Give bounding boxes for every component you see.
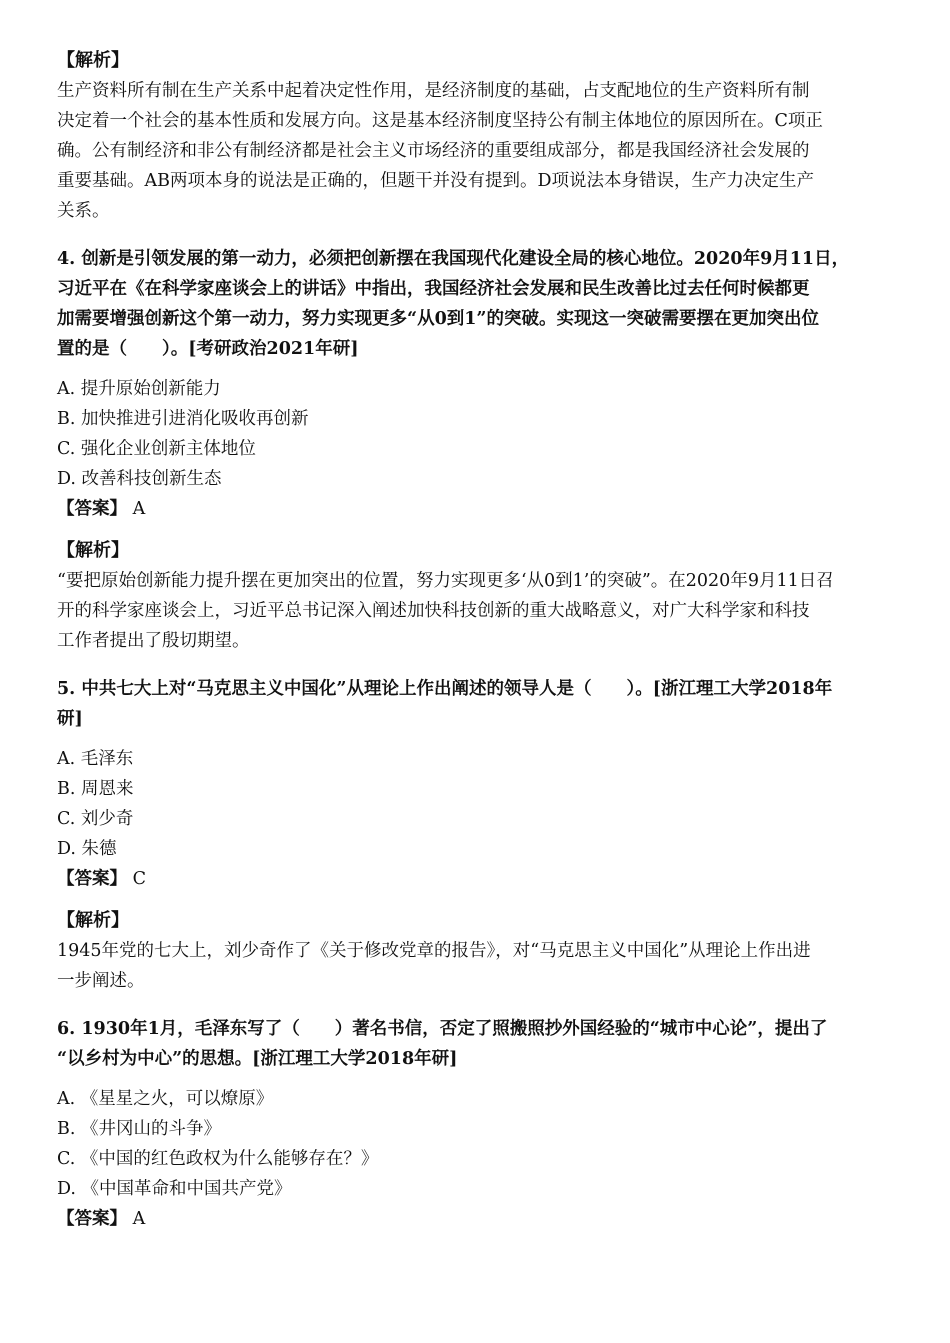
stem-line: 研] [57, 709, 83, 729]
analysis-line: “要把原始创新能力提升摆在更加突出的位置，努力实现更多‘从0到1’的突破”。在2020年9月11日召 [57, 571, 834, 591]
option-a: A. 提升原始创新能力 [57, 379, 221, 399]
answer-line [57, 1204, 893, 1234]
stem-line: 4. 创新是引领发展的第一动力，必须把创新摆在我国现代化建设全局的核心地位。2020年9月11日， [57, 249, 850, 269]
option-list [57, 744, 893, 864]
answer-label: 【答案】 [57, 499, 127, 519]
option-b: B. 周恩来 [57, 779, 134, 799]
analysis-label: 【解析】 [57, 540, 129, 561]
analysis-line: 决定着一个社会的基本性质和发展方向。这是基本经济制度坚持公有制主体地位的原因所在。C项正 [57, 111, 823, 131]
analysis-line: 开的科学家座谈会上，习近平总书记深入阐述加快科技创新的重大战略意义，对广大科学家和科技 [57, 601, 810, 621]
analysis-line: 1945年党的七大上，刘少奇作了《关于修改党章的报告》，对“马克思主义中国化”从理论上作出进 [57, 941, 811, 961]
stem-line: 6. 1930年1月，毛泽东写了（ ）著名书信，否定了照搬照抄外国经验的“城市中心论”，提出了 [57, 1019, 828, 1039]
option-d: D. 朱德 [57, 839, 117, 859]
analysis-line: 工作者提出了殷切期望。 [57, 631, 250, 651]
stem-line: 5. 中共七大上对“马克思主义中国化”从理论上作出阐述的领导人是（ ）。[浙江理工大学2018年 [57, 679, 833, 699]
answer-value: A [132, 499, 146, 519]
option-list [57, 1084, 893, 1204]
stem-line: “以乡村为中心”的思想。[浙江理工大学2018年研] [57, 1049, 458, 1069]
answer-line [57, 494, 893, 524]
analysis-text [57, 936, 893, 996]
analysis-line: 重要基础。AB两项本身的说法是正确的，但题干并没有提到。D项说法本身错误，生产力决定生产 [57, 171, 815, 191]
option-b: B. 《井冈山的斗争》 [57, 1119, 221, 1139]
analysis-text [57, 76, 893, 226]
question-stem [57, 1014, 893, 1074]
analysis-label: 【解析】 [57, 50, 129, 71]
analysis-line: 确。公有制经济和非公有制经济都是社会主义市场经济的重要组成部分，都是我国经济社会发展的 [57, 141, 810, 161]
stem-line: 加需要增强创新这个第一动力，努力实现更多“从0到1”的突破。实现这一突破需要摆在更加突出位 [57, 309, 819, 329]
q3-analysis [57, 48, 893, 226]
answer-label: 【答案】 [57, 1209, 127, 1229]
option-a: A. 毛泽东 [57, 749, 134, 769]
option-list [57, 374, 893, 494]
option-b: B. 加快推进引进消化吸收再创新 [57, 409, 309, 429]
analysis-line: 关系。 [57, 201, 110, 221]
answer-value: A [132, 1209, 146, 1229]
option-d: D. 《中国革命和中国共产党》 [57, 1179, 292, 1199]
stem-line: 置的是（ ）。[考研政治2021年研] [57, 339, 359, 359]
option-c: C. 强化企业创新主体地位 [57, 439, 256, 459]
analysis-line: 一步阐述。 [57, 971, 145, 991]
question-6 [57, 1014, 893, 1234]
analysis-line: 生产资料所有制在生产关系中起着决定性作用，是经济制度的基础，占支配地位的生产资料所有制 [57, 81, 810, 101]
question-stem [57, 674, 893, 734]
option-d: D. 改善科技创新生态 [57, 469, 222, 489]
option-a: A. 《星星之火，可以燎原》 [57, 1089, 274, 1109]
answer-line [57, 864, 893, 894]
option-c: C. 《中国的红色政权为什么能够存在？》 [57, 1149, 379, 1169]
analysis-text [57, 566, 893, 656]
option-c: C. 刘少奇 [57, 809, 134, 829]
question-5 [57, 674, 893, 996]
answer-value: C [132, 869, 146, 889]
analysis-label: 【解析】 [57, 910, 129, 931]
question-4 [57, 244, 893, 656]
document-page [57, 48, 893, 1234]
answer-label: 【答案】 [57, 869, 127, 889]
question-stem [57, 244, 893, 364]
stem-line: 习近平在《在科学家座谈会上的讲话》中指出，我国经济社会发展和民生改善比过去任何时候都更 [57, 279, 810, 299]
